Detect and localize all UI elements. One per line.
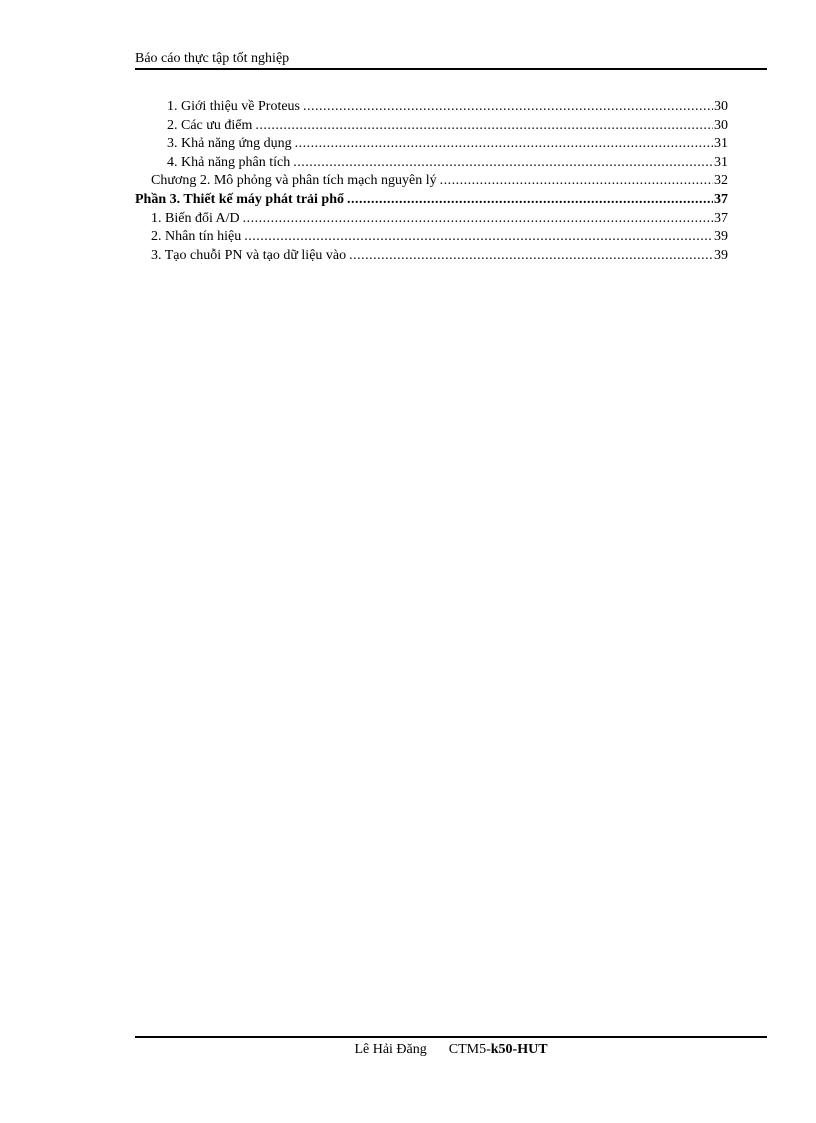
toc-entry-title: 1. Biến đổi A/D (151, 210, 240, 226)
toc-entry[interactable] (135, 135, 728, 154)
toc-entry[interactable] (135, 247, 728, 266)
toc-entry-title: 1. Giới thiệu về Proteus (167, 99, 300, 114)
toc-entry[interactable] (135, 210, 728, 229)
page-footer (135, 1041, 767, 1059)
table-of-contents (135, 98, 728, 265)
toc-dot-leader (303, 98, 713, 117)
toc-entry[interactable] (135, 191, 728, 210)
toc-entry[interactable] (135, 117, 728, 136)
footer-divider (135, 1036, 767, 1038)
footer-class-bold: k50-HUT (490, 1042, 548, 1057)
toc-entry[interactable] (135, 154, 728, 173)
toc-entry-title: Phần 3. Thiết kế máy phát trải phổ (135, 191, 344, 207)
toc-entry-page: 30 (714, 117, 728, 133)
toc-dot-leader (244, 228, 713, 247)
toc-dot-leader (295, 135, 713, 154)
toc-entry-page: 32 (714, 173, 728, 189)
toc-dot-leader (293, 154, 713, 173)
toc-entry-page: 39 (714, 229, 728, 245)
toc-entry[interactable] (135, 98, 728, 117)
toc-entry-title: Chương 2. Mô phỏng và phân tích mạch nguyên lý (151, 173, 437, 189)
toc-dot-leader (349, 247, 713, 266)
toc-dot-leader (440, 172, 713, 191)
toc-entry-title: 3. Tạo chuỗi PN và tạo dữ liệu vào (151, 247, 347, 263)
toc-entry-page: 31 (714, 136, 728, 152)
toc-entry-page: 30 (714, 99, 728, 114)
toc-dot-leader (347, 191, 713, 210)
toc-entry-page: 37 (714, 191, 728, 207)
footer-author: Lê Hải Đăng (354, 1042, 427, 1057)
toc-dot-leader (243, 210, 713, 229)
header-divider (135, 68, 767, 70)
toc-entry-page: 31 (714, 154, 728, 170)
toc-entry-page: 37 (714, 210, 728, 226)
toc-entry-page: 39 (714, 247, 728, 263)
toc-entry-title: 2. Nhân tín hiệu (151, 229, 242, 245)
page-header-title: Báo cáo thực tập tốt nghiệp (135, 51, 290, 66)
toc-entry[interactable] (135, 228, 728, 247)
toc-entry-title: 2. Các ưu điểm (167, 117, 253, 133)
footer-class-prefix: CTM5- (448, 1042, 491, 1057)
toc-entry-title: 3. Khả năng ứng dụng (167, 136, 292, 152)
toc-entry[interactable] (135, 172, 728, 191)
toc-dot-leader (255, 117, 713, 136)
toc-entry-title: 4. Khả năng phân tích (167, 154, 291, 170)
